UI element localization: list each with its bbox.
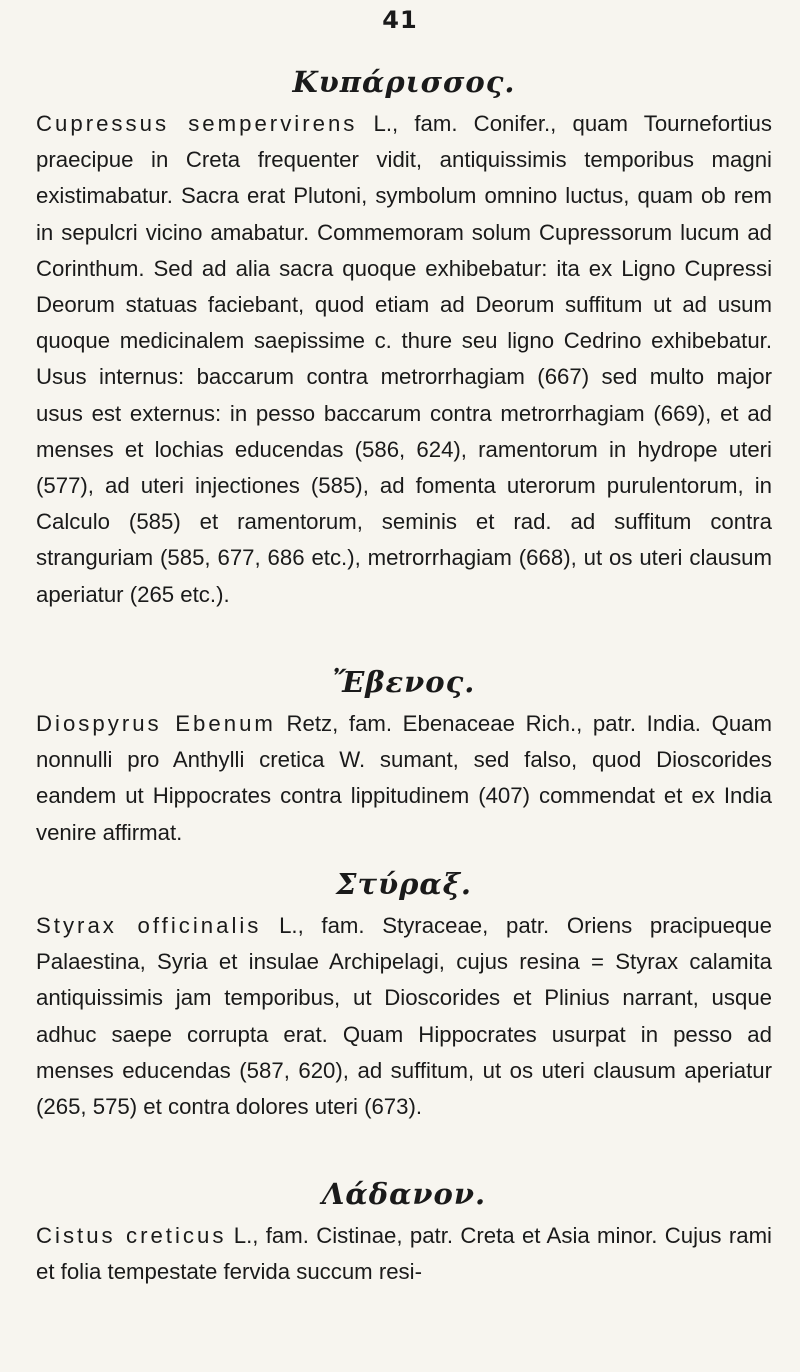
page-number: 41 [382,6,418,34]
section-heading: Στύραξ. [335,867,472,901]
section-paragraph [36,106,772,613]
section-heading: Λάδανον. [321,1177,487,1211]
paragraph-text: L., fam. Conifer., quam Tournefortius praecipue in Creta frequenter vidit, antiquissimis temporibus magni existimabatur. Sacra erat Plutoni, symbolum omnino luctus, quam ob rem in sepulcri vicino amabatur. Commemoram solum Cupressorum lucum ad Corinthum. Sed ad alia sacra quoque exhibebatur: ita ex Ligno Cupressi Deorum statuas faciebant, quod etiam ad Deorum suffitum ut ad usum quoque medicinalem saepissime c. thure seu ligno Cedrino exhibebatur. Usus internus: baccarum contra metrorrhagiam (667) sed multo major usus est externus: in pesso baccarum contra metrorrhagiam (669), et ad menses et lochias educendas (586, 624), ramentorum in hydrope uteri (577), ad uteri injectiones (585), ad fomenta uterorum purulentorum, in Calculo (585) et ramentorum, seminis et rad. ad suffitum contra stranguriam (585, 677, 686 etc.), metrorrhagiam (668), ut os uteri clausum aperiatur (265 etc.). [36,111,772,607]
section-cistus [36,1170,772,1290]
section-cupressus [36,58,772,613]
section-styrax [36,860,772,1125]
species-name: Styrax officinalis [36,913,262,938]
section-heading: Κυπάρισσος. [292,65,516,99]
section-paragraph [36,908,772,1125]
paragraph-text: L., fam. Cistinae, patr. Creta et Asia minor. Cujus rami et folia tempestate fervida succum resi- [36,1223,772,1285]
species-name: Cupressus sempervirens [36,111,358,136]
species-name: Diospyrus Ebenum [36,711,276,736]
section-diospyrus [36,658,772,851]
paragraph-text: Retz, fam. Ebenaceae Rich., patr. India. Quam nonnulli pro Anthylli cretica W. sumant, sed falso, quod Dioscorides eandem ut Hippocrates contra lippitudinem (407) commendat et ex India venire affirmat. [36,711,772,845]
paragraph-text: L., fam. Styraceae, patr. Oriens pracipueque Palaestina, Syria et insulae Archipelagi, cujus resina = Styrax calamita antiquissimis jam temporibus, ut Dioscorides et Plinius narrant, usque adhuc saepe corrupta erat. Quam Hippocrates usurpat in pesso ad menses educendas (587, 620), ad suffitum, ut os uteri clausum aperiatur (265, 575) et contra dolores uteri (673). [36,913,772,1120]
section-paragraph [36,706,772,851]
section-paragraph [36,1218,772,1290]
section-heading: Ἔβενος. [332,665,476,699]
species-name: Cistus creticus [36,1223,227,1248]
